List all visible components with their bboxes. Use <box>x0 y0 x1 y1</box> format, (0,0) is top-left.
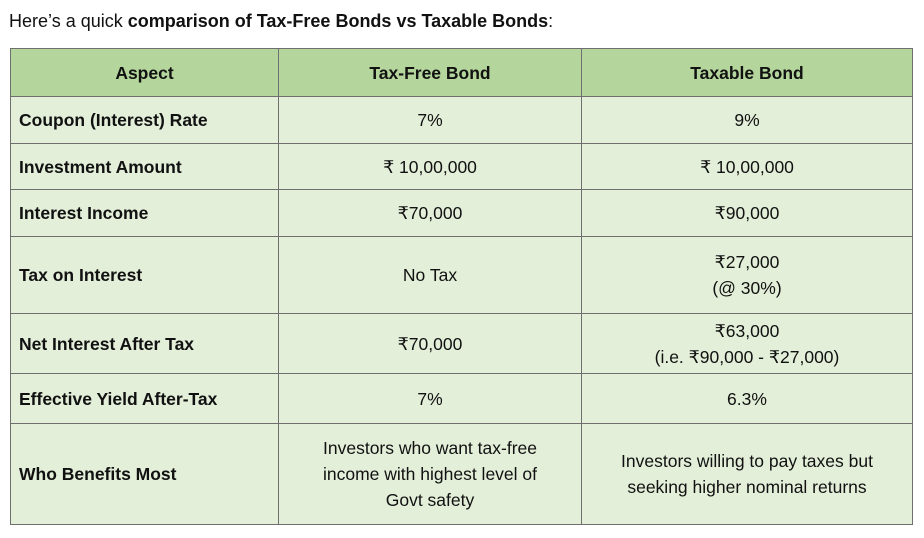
taxable-cell <box>582 374 913 424</box>
taxable-cell <box>582 237 913 314</box>
table-row <box>11 97 913 144</box>
taxable-cell <box>582 314 913 374</box>
cell-line: ₹70,000 <box>397 333 463 354</box>
cell-line: Investors willing to pay taxes but <box>621 451 873 471</box>
row-aspect: Effective Yield After-Tax <box>11 374 279 424</box>
row-aspect: Who Benefits Most <box>11 424 279 525</box>
header-aspect: Aspect <box>11 49 279 97</box>
table-row <box>11 237 913 314</box>
table-row <box>11 190 913 237</box>
intro-prefix: Here’s a quick <box>9 11 128 31</box>
taxable-cell <box>582 424 913 525</box>
cell-line: 6.3% <box>727 388 767 409</box>
table-row <box>11 314 913 374</box>
cell-line: seeking higher nominal returns <box>627 477 867 497</box>
tax-free-cell <box>279 237 582 314</box>
row-aspect: Interest Income <box>11 190 279 237</box>
intro-suffix: : <box>548 11 554 31</box>
header-row <box>11 49 913 97</box>
intro-sentence <box>9 9 553 33</box>
tax-free-cell <box>279 374 582 424</box>
row-aspect: Tax on Interest <box>11 237 279 314</box>
cell-line: ₹ 10,00,000 <box>383 156 477 177</box>
tax-free-cell <box>279 314 582 374</box>
header-taxable-bond: Taxable Bond <box>582 49 913 97</box>
tax-free-cell <box>279 190 582 237</box>
cell-line: ₹90,000 <box>714 203 780 223</box>
cell-line: ₹63,000 <box>714 320 780 341</box>
tax-free-cell <box>279 97 582 144</box>
cell-line: 7% <box>417 388 443 409</box>
cell-line: income with highest level of <box>323 464 537 484</box>
taxable-cell <box>582 97 913 144</box>
cell-line: ₹ 10,00,000 <box>700 156 794 177</box>
tax-free-cell <box>279 144 582 190</box>
cell-line: ₹70,000 <box>397 203 463 223</box>
table-row <box>11 144 913 190</box>
taxable-cell <box>582 190 913 237</box>
cell-line: (@ 30%) <box>712 278 782 298</box>
table-row <box>11 374 913 424</box>
row-aspect: Coupon (Interest) Rate <box>11 97 279 144</box>
tax-free-cell <box>279 424 582 525</box>
cell-line: No Tax <box>402 265 458 285</box>
cell-line: 9% <box>734 110 760 130</box>
row-aspect: Investment Amount <box>11 144 279 190</box>
comparison-table <box>10 48 913 525</box>
row-aspect: Net Interest After Tax <box>11 314 279 374</box>
cell-line: Govt safety <box>385 490 475 510</box>
header-tax-free-bond: Tax-Free Bond <box>279 49 582 97</box>
taxable-cell <box>582 144 913 190</box>
cell-line: ₹27,000 <box>714 252 780 272</box>
cell-line: (i.e. ₹90,000 - ₹27,000) <box>654 346 840 367</box>
table-row <box>11 424 913 525</box>
cell-line: 7% <box>417 110 443 130</box>
intro-bold: comparison of Tax-Free Bonds vs Taxable Bonds <box>127 11 549 31</box>
cell-line: Investors who want tax-free <box>323 438 537 458</box>
